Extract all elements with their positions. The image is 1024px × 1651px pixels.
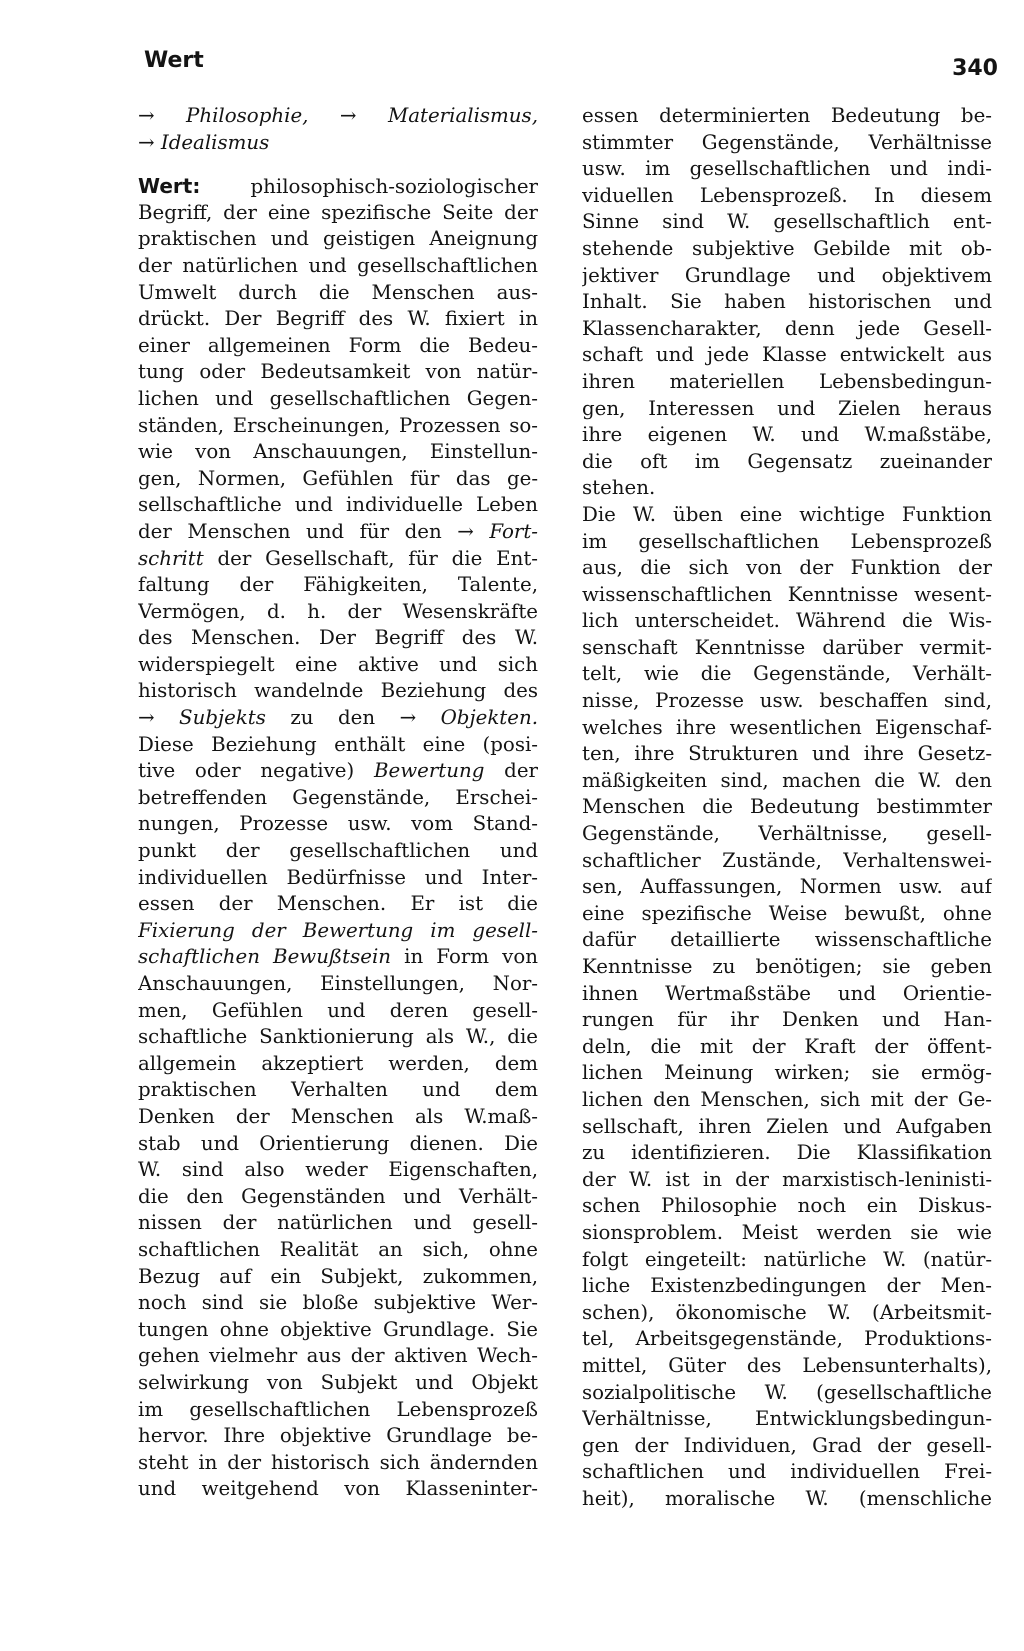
text-line: widerspiegelt eine aktive und sich [138, 652, 538, 676]
text-line: betreffenden Gegenstände, Erschei- [138, 785, 538, 809]
entry-term: Wert: [138, 174, 201, 199]
text-line: gen, Normen, Gefühlen für das ge- [138, 466, 538, 490]
text-line: faltung der Fähigkeiten, Talente, [138, 573, 538, 597]
text-line: die den Gegenständen und Verhält- [138, 1184, 538, 1208]
text-line: philosophisch-soziologischer [250, 175, 538, 199]
text-line: mäßigkeiten sind, machen die W. den [582, 768, 992, 792]
text-line: eine spezifische Weise bewußt, ohne [582, 901, 992, 925]
text-line: Gegenstände, Verhältnisse, gesell- [582, 822, 992, 846]
text-line: historisch wandelnde Beziehung des [138, 679, 538, 703]
text-line: schaftlichen und individuellen Frei- [582, 1460, 992, 1484]
text-line: ten, ihre Strukturen und ihre Gesetz- [582, 742, 992, 766]
left-column [138, 103, 538, 1503]
text-line: die oft im Gegensatz zueinander [582, 449, 992, 473]
arrow-icon: → [457, 519, 474, 543]
text-line: schaft und jede Klasse entwickelt aus [582, 343, 992, 367]
text-line: selwirkung von Subjekt und Objekt [138, 1370, 538, 1394]
text-line: ihnen Wertmaßstäbe und Orientie- [582, 981, 992, 1005]
text-line: telt, wie die Gegenstände, Verhält- [582, 662, 992, 686]
text-line: Diese Beziehung enthält eine (posi- [138, 732, 538, 756]
text-fragment: der [504, 759, 538, 783]
text-line: sen, Auffassungen, Normen usw. auf [582, 875, 992, 899]
crossref-fortschritt-cont[interactable]: schritt [138, 546, 204, 570]
text-line: einer allgemeinen Form die Bedeu- [138, 333, 538, 357]
text-fragment: zu den [290, 706, 376, 730]
text-line: essen der Menschen. Er ist die [138, 892, 538, 916]
text-line: sellschaftliche und individuelle Leben [138, 493, 538, 517]
right-column [582, 103, 992, 1512]
text-line: praktischen Verhalten und dem [138, 1078, 538, 1102]
text-line: Menschen die Bedeutung bestimmter [582, 795, 992, 819]
entry-text-block [138, 785, 538, 918]
text-line: stimmter Gegenstände, Verhältnisse [582, 130, 992, 154]
text-line: hervor. Ihre objektive Grundlage be- [138, 1424, 538, 1448]
text-line: sellschaft, ihren Zielen und Aufgaben [582, 1114, 992, 1138]
text-line: schaftlicher Zustände, Verhaltenswei- [582, 848, 992, 872]
text-line: senschaft Kenntnisse darüber vermit- [582, 635, 992, 659]
text-line: nungen, Prozesse usw. vom Stand- [138, 812, 538, 836]
text-line: welches ihre wesentlichen Eigenschaf- [582, 715, 992, 739]
text-line: jektiver Grundlage und objektivem [582, 263, 992, 287]
arrow-icon: → [138, 104, 155, 127]
text-line: punkt der gesellschaftlichen und [138, 839, 538, 863]
paragraph [582, 103, 992, 502]
text-line: nisse, Prozesse usw. beschaffen sind, [582, 689, 992, 713]
text-line: wissenschaftlichen Kenntnisse wesent- [582, 582, 992, 606]
text-line: allgemein akzeptiert werden, dem [138, 1051, 538, 1075]
paragraph [582, 502, 992, 1513]
text-line: liche Existenzbedingungen der Men- [582, 1274, 992, 1298]
text-line: rungen für ihr Denken und Han- [582, 1008, 992, 1032]
text-line: deln, die mit der Kraft der öffent- [582, 1034, 992, 1058]
text-line: tel, Arbeitsgegenstände, Produktions- [582, 1327, 992, 1351]
text-line [138, 546, 538, 573]
text-line: gen, Interessen und Zielen heraus [582, 396, 992, 420]
text-line: gen der Individuen, Grad der gesell- [582, 1433, 992, 1457]
text-line: Begriff, der eine spezifische Seite der [138, 200, 538, 224]
text-line: men, Gefühlen und deren gesell- [138, 998, 538, 1022]
text-line: Verhältnisse, Entwicklungsbedingun- [582, 1407, 992, 1431]
crossref-idealismus[interactable]: Idealismus [160, 130, 270, 154]
entry-text-block [138, 971, 538, 1503]
text-line: schaftliche Sanktionierung als W., die [138, 1025, 538, 1049]
entry-first-line [138, 173, 538, 200]
text-line: stehende subjektive Gebilde mit ob- [582, 236, 992, 260]
text-line: sionsproblem. Meist werden sie wie [582, 1220, 992, 1244]
page-number: 340 [952, 56, 998, 81]
text-line: lichen und gesellschaftlichen Gegen- [138, 386, 538, 410]
text-line: aus, die sich von der Funktion der [582, 556, 992, 580]
text-line: zu identifizieren. Die Klassifikation [582, 1141, 992, 1165]
text-line: ständen, Erscheinungen, Prozessen so- [138, 413, 538, 437]
text-line [138, 758, 538, 785]
text-line: lichen Meinung wirken; sie ermög- [582, 1061, 992, 1085]
text-line: Bezug auf ein Subjekt, zukommen, [138, 1264, 538, 1288]
entry-text-block [138, 200, 538, 519]
text-line: viduellen Lebensprozeß. In diesem [582, 183, 992, 207]
text-line: praktischen und geistigen Aneignung [138, 227, 538, 251]
entry-text-block [138, 572, 538, 705]
text-line: Die W. üben eine wichtige Funktion [582, 502, 992, 526]
text-line [138, 519, 538, 546]
crossref-line [138, 103, 538, 130]
crossref-philosophie[interactable]: Philosophie, [186, 104, 309, 127]
text-line: ihre eigenen W. und W.maßstäbe, [582, 423, 992, 447]
text-line: individuellen Bedürfnisse und Inter- [138, 865, 538, 889]
text-fragment: der Gesellschaft, für die Ent- [217, 546, 538, 570]
crossref-materialismus[interactable]: Materialismus, [387, 104, 538, 127]
running-head: Wert [144, 48, 204, 73]
text-line: Anschauungen, Einstellungen, Nor- [138, 972, 538, 995]
text-line: im gesellschaftlichen Lebensprozeß [582, 529, 992, 553]
text-fragment: in Form von [404, 945, 538, 969]
crossref-line [138, 130, 538, 157]
text-line: noch sind sie bloße subjektive Wer- [138, 1291, 538, 1315]
text-line [138, 918, 538, 945]
emphasis: Fixierung der Bewertung im gesell- [138, 918, 538, 942]
text-line: schen), ökonomische W. (Arbeitsmit- [582, 1300, 992, 1324]
text-line: Vermögen, d. h. der Wesenskräfte [138, 599, 538, 623]
crossref-fortschritt[interactable]: Fort- [489, 519, 538, 543]
text-line: der natürlichen und gesellschaftlichen [138, 253, 538, 277]
text-line: schen Philosophie noch ein Diskus- [582, 1194, 992, 1218]
text-line: nissen der natürlichen und gesell- [138, 1211, 538, 1235]
text-line: Klassencharakter, denn jede Gesell- [582, 316, 992, 340]
text-line: usw. im gesellschaftlichen und indi- [582, 157, 992, 181]
text-line: Umwelt durch die Menschen aus- [138, 280, 538, 304]
crossref-subjekt[interactable]: Subjekts [179, 706, 266, 730]
text-line: W. sind also weder Eigenschaften, [138, 1158, 538, 1182]
text-line: dafür detaillierte wissenschaftliche [582, 928, 992, 952]
text-line: lich unterscheidet. Während die Wis- [582, 609, 992, 633]
text-line: im gesellschaftlichen Lebensprozeß [138, 1397, 538, 1421]
text-line: tung oder Bedeutsamkeit von natür- [138, 360, 538, 384]
crossref-objekt[interactable]: Objekten. [440, 706, 538, 730]
text-line: Kenntnisse zu benötigen; sie geben [582, 955, 992, 978]
text-line: gehen vielmehr aus der aktiven Wech- [138, 1344, 538, 1368]
text-line: des Menschen. Der Begriff des W. [138, 626, 538, 650]
text-line: sozialpolitische W. (gesellschaftliche [582, 1380, 992, 1404]
text-line: und weitgehend von Klasseninter- [138, 1477, 538, 1501]
text-line: steht in der historisch sich ändernden [138, 1450, 538, 1474]
text-line: tungen ohne objektive Grundlage. Sie [138, 1317, 538, 1341]
text-line [138, 944, 538, 971]
text-fragment: der Menschen und für den [138, 519, 442, 543]
text-line: folgt eingeteilt: natürliche W. (natür- [582, 1247, 992, 1271]
arrow-icon: → [339, 104, 357, 127]
emphasis: Bewertung [373, 759, 485, 783]
text-line: Sinne sind W. gesellschaftlich ent- [582, 210, 992, 234]
text-line: schaftlichen Realität an sich, ohne [138, 1237, 538, 1261]
text-line: mittel, Güter des Lebensunterhalts), [582, 1353, 992, 1377]
text-line: essen determinierten Bedeutung be- [582, 104, 992, 127]
text-line: stab und Orientierung dienen. Die [138, 1131, 538, 1155]
arrow-icon: → [138, 130, 155, 154]
text-line: stehen. [582, 476, 656, 500]
text-line: Inhalt. Sie haben historischen und [582, 290, 992, 314]
text-line: ihren materiellen Lebensbedingun- [582, 369, 992, 393]
text-line: heit), moralische W. (menschliche [582, 1486, 992, 1510]
text-line: drückt. Der Begriff des W. fixiert in [138, 307, 538, 331]
text-fragment: tive oder negative) [138, 759, 355, 783]
arrow-icon: → [399, 706, 417, 730]
text-line: Denken der Menschen als W.maß- [138, 1104, 538, 1128]
text-line: lichen den Menschen, sich mit der Ge- [582, 1087, 992, 1111]
emphasis: schaftlichen Bewußtsein [138, 945, 392, 969]
text-line: wie von Anschauungen, Einstellun- [138, 440, 538, 464]
arrow-icon: → [138, 706, 155, 730]
text-line: der W. ist in der marxistisch-leninisti- [582, 1167, 992, 1191]
text-line [138, 705, 538, 732]
